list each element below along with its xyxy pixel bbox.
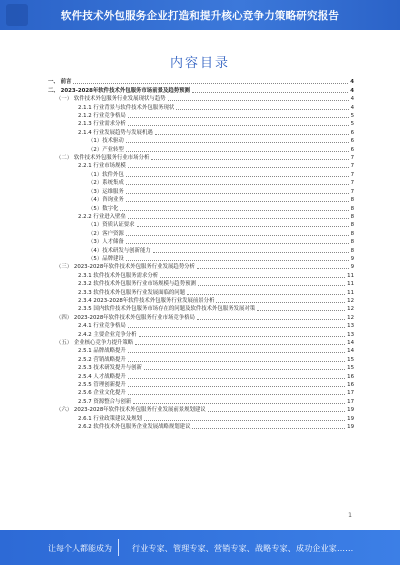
toc-leader-dots [197, 268, 349, 269]
toc-entry-label: 2.5.6 企业文化提升 [78, 390, 126, 397]
toc-entry-page: 9 [350, 255, 354, 262]
toc-entry[interactable] [48, 355, 354, 363]
toc-entry-page: 13 [347, 331, 354, 338]
toc-entry-page: 5 [350, 121, 354, 128]
toc-entry[interactable] [48, 288, 354, 296]
toc-entry[interactable] [48, 204, 354, 212]
toc-entry[interactable] [48, 297, 354, 305]
toc-entry-label: 二、 2023-2028年软件技术外包服务市场前景及趋势预测 [48, 87, 190, 94]
toc-entry-label: 2.3.1 软件技术外包服务需求分析 [78, 272, 159, 279]
toc-entry-label: 2.5.7 资源整合与创新 [78, 398, 132, 405]
toc-entry[interactable] [48, 112, 354, 120]
toc-entry-label: （2）产业转型 [88, 146, 124, 153]
toc-leader-dots [128, 386, 345, 387]
toc-entry[interactable] [48, 196, 354, 204]
toc-leader-dots [192, 92, 348, 93]
toc-entry[interactable] [48, 229, 354, 237]
toc-leader-dots [128, 327, 345, 328]
toc-leader-dots [126, 201, 349, 202]
toc-leader-dots [128, 394, 345, 395]
toc-leader-dots [128, 378, 345, 379]
toc-entry-page: 11 [347, 272, 354, 279]
toc-entry-label: 2.6.2 软件技术外包服务企业发展战略规划建议 [78, 424, 191, 431]
toc-entry[interactable] [48, 389, 354, 397]
toc-entry-label: 2.2.1 行业市场规模 [78, 163, 126, 170]
toc-entry-label: （2）系统集成 [88, 180, 124, 187]
toc-entry-page: 8 [350, 222, 354, 229]
toc-leader-dots [128, 125, 349, 126]
toc-entry-page: 7 [350, 180, 354, 187]
toc-entry-label: （二） 软件技术外包服务行业市场分析 [56, 155, 150, 162]
toc-entry-page: 17 [347, 398, 354, 405]
toc-leader-dots [153, 252, 349, 253]
toc-entry[interactable] [48, 406, 354, 414]
toc-entry[interactable] [48, 246, 354, 254]
toc-entry[interactable] [48, 322, 354, 330]
toc-entry-page: 19 [347, 424, 354, 431]
toc-entry-label: 2.5.2 营销战略提升 [78, 356, 126, 363]
toc-entry-page: 8 [350, 239, 354, 246]
toc-entry[interactable] [48, 364, 354, 372]
toc-leader-dots [151, 159, 348, 160]
toc-leader-dots [160, 277, 345, 278]
toc-entry-label: 2.2.2 行业进入壁垒 [78, 213, 126, 220]
footer-roles: 行业专家、管理专家、营销专家、战略专家、成功企业家…… [132, 544, 354, 553]
toc-entry-label: （五） 企业核心竞争力提升策略 [56, 340, 134, 346]
toc-entry-label: 2.5.4 人才战略提升 [78, 373, 126, 380]
toc-entry[interactable] [48, 381, 354, 389]
toc-entry[interactable] [48, 103, 354, 111]
toc-entry-page: 8 [350, 197, 354, 204]
toc-entry[interactable] [48, 95, 354, 103]
toc-leader-dots [128, 167, 349, 168]
toc-entry[interactable] [48, 145, 354, 153]
toc-entry-label: 2.3.2 软件技术外包服务行业市场规模与趋势预测 [78, 281, 196, 288]
toc-entry-page: 17 [347, 390, 354, 397]
toc-entry-label: 2.5.5 管理创新提升 [78, 382, 126, 389]
toc-leader-dots [126, 184, 349, 185]
toc-entry-label: 2.1.1 行业背景与软件技术外包服务现状 [78, 104, 175, 111]
toc-entry-label: 2.5.3 技术研发提升与创新 [78, 365, 142, 372]
toc-leader-dots [216, 302, 345, 303]
toc-entry[interactable] [48, 120, 354, 128]
toc-entry-page: 5 [350, 113, 354, 120]
toc-entry-page: 7 [350, 188, 354, 195]
toc-entry-label: （1）资质认证要求 [88, 222, 135, 229]
toc-entry-label: 2.3.4 2023-2028年软件技术外包服务行业发展前景分析 [78, 297, 215, 304]
toc-entry-page: 15 [347, 356, 354, 363]
footer-divider [118, 539, 119, 556]
toc-entry-page: 13 [347, 323, 354, 330]
toc-leader-dots [176, 109, 348, 110]
toc-entry[interactable] [48, 162, 354, 170]
toc-entry-page: 19 [347, 407, 354, 414]
toc-heading: 内容目录 [169, 56, 230, 71]
toc-entry[interactable] [48, 187, 354, 195]
toc-entry-label: （3）人才储备 [88, 239, 124, 246]
toc-leader-dots [208, 411, 345, 412]
footer-bar [0, 530, 400, 565]
toc-entry-page: 6 [350, 138, 354, 145]
toc-leader-dots [126, 142, 349, 143]
toc-leader-dots [197, 319, 345, 320]
toc-entry-label: （5）品牌建设 [88, 255, 124, 262]
toc-leader-dots [128, 352, 345, 353]
toc-entry[interactable] [48, 423, 354, 431]
toc-entry[interactable] [48, 313, 354, 321]
toc-entry[interactable] [48, 414, 354, 422]
toc-leader-dots [120, 210, 348, 211]
toc-leader-dots [144, 420, 345, 421]
toc-leader-dots [155, 134, 349, 135]
toc-entry-page: 19 [347, 415, 354, 422]
toc-entry-label: （1）软件外包 [88, 171, 124, 178]
toc-entry-label: （5）数字化 [88, 205, 119, 212]
toc-leader-dots [198, 285, 345, 286]
toc-entry[interactable] [48, 330, 354, 338]
toc-entry[interactable] [48, 213, 354, 221]
report-header-bar [0, 0, 400, 30]
toc-leader-dots [128, 218, 349, 219]
toc-entry-page: 14 [347, 348, 354, 355]
toc-entry-label: （2）客户资源 [88, 230, 124, 237]
toc-leader-dots [135, 344, 345, 345]
toc-entry-page: 9 [350, 264, 354, 271]
toc-entry[interactable] [48, 280, 354, 288]
toc-entry-page: 12 [347, 297, 354, 304]
toc-entry[interactable] [48, 78, 354, 86]
toc-leader-dots [128, 361, 345, 362]
toc-entry-page: 12 [347, 314, 354, 321]
toc-entry-label: （四） 2023-2028年软件技术外包服务行业市场竞争格局 [56, 314, 195, 321]
toc-leader-dots [137, 226, 349, 227]
toc-entry-page: 4 [350, 87, 354, 94]
toc-leader-dots [126, 260, 349, 261]
toc-entry-label: 2.4.1 行业竞争格局 [78, 323, 126, 330]
toc-entry-page: 11 [347, 281, 354, 288]
toc-entry-label: 2.3.5 国内软件技术外包服务市场存在的问题及软件技术外包服务发展对策 [78, 306, 256, 313]
toc-entry[interactable] [48, 179, 354, 187]
toc-entry[interactable] [48, 339, 354, 347]
toc-entry-label: （4）咨询业务 [88, 197, 124, 204]
toc-leader-dots [187, 294, 345, 295]
toc-entry-label: （4）技术研发与创新能力 [88, 247, 151, 254]
toc-leader-dots [168, 100, 349, 101]
toc-entry[interactable] [48, 154, 354, 162]
toc-entry[interactable] [48, 86, 354, 94]
toc-entry-page: 8 [350, 230, 354, 237]
toc-entry-label: 一、 前言 [48, 79, 72, 86]
toc-entry-page: 7 [350, 171, 354, 178]
toc-leader-dots [144, 369, 345, 370]
toc-entry[interactable] [48, 372, 354, 380]
toc-entry[interactable] [48, 397, 354, 405]
toc-leader-dots [257, 310, 345, 311]
toc-entry-page: 15 [347, 365, 354, 372]
toc-entry-label: （三） 2023-2028年软件技术外包服务行业发展趋势分析 [56, 264, 195, 271]
toc-entry-label: 2.1.4 行业发展趋势与发展机遇 [78, 129, 153, 136]
toc-entry-label: （1）技术驱动 [88, 138, 124, 145]
toc-entry[interactable] [48, 137, 354, 145]
toc-entry-label: 2.3.3 软件技术外包服务行业发展面临的问题 [78, 289, 186, 296]
toc-entry[interactable] [48, 255, 354, 263]
toc-entry[interactable] [48, 221, 354, 229]
toc-entry[interactable] [48, 347, 354, 355]
toc-entry-page: 8 [350, 205, 354, 212]
report-title: 软件技术外包服务企业打造和提升核心竞争力策略研究报告 [60, 9, 340, 22]
toc-entry[interactable] [48, 170, 354, 178]
toc-leader-dots [126, 151, 349, 152]
toc-entry-page: 6 [350, 129, 354, 136]
toc-entry-page: 11 [347, 289, 354, 296]
toc-leader-dots [126, 193, 349, 194]
toc-entry-label: （一） 软件技术外包服务行业发展现状与趋势 [56, 96, 166, 103]
toc-leader-dots [128, 117, 349, 118]
toc-entry[interactable] [48, 263, 354, 271]
toc-leader-dots [126, 176, 349, 177]
toc-entry-page: 6 [350, 146, 354, 153]
toc-entry-page: 4 [350, 79, 354, 86]
toc-entry-page: 16 [347, 373, 354, 380]
toc-entry-page: 16 [347, 382, 354, 389]
toc-entry-label: （六） 2023-2028年软件技术外包服务行业发展前景规划建议 [56, 407, 206, 414]
toc-entry-page: 12 [347, 306, 354, 313]
toc-leader-dots [126, 243, 349, 244]
logo-icon [6, 4, 28, 26]
toc-leader-dots [133, 403, 345, 404]
toc-entry-label: 2.1.2 行业竞争格局 [78, 113, 126, 120]
toc-leader-dots [126, 235, 349, 236]
toc-leader-dots [139, 336, 346, 337]
toc-entry-page: 7 [350, 155, 354, 162]
toc-entry-page: 4 [350, 104, 354, 111]
toc-entry-page: 8 [350, 247, 354, 254]
toc-entry-page: 8 [350, 213, 354, 220]
toc-entry[interactable] [48, 238, 354, 246]
footer-slogan: 让每个人都能成为 [48, 544, 112, 553]
toc-leader-dots [192, 428, 345, 429]
toc-entry-label: 2.6.1 行业政策建议及规划 [78, 415, 142, 422]
toc-entry-label: 2.1.3 行业需求分析 [78, 121, 126, 128]
page-number: 1 [348, 512, 352, 519]
toc-entry-label: 2.4.2 主要企业竞争分析 [78, 331, 137, 338]
toc-entry[interactable] [48, 271, 354, 279]
toc-entry-page: 4 [350, 96, 354, 103]
toc-entry-page: 14 [347, 340, 354, 346]
toc-entry-page: 7 [350, 163, 354, 170]
table-of-contents [48, 78, 354, 431]
toc-entry[interactable] [48, 305, 354, 313]
toc-entry[interactable] [48, 128, 354, 136]
toc-entry-label: （3）运维服务 [88, 188, 124, 195]
toc-leader-dots [73, 83, 348, 84]
toc-entry-label: 2.5.1 品牌战略提升 [78, 348, 126, 355]
